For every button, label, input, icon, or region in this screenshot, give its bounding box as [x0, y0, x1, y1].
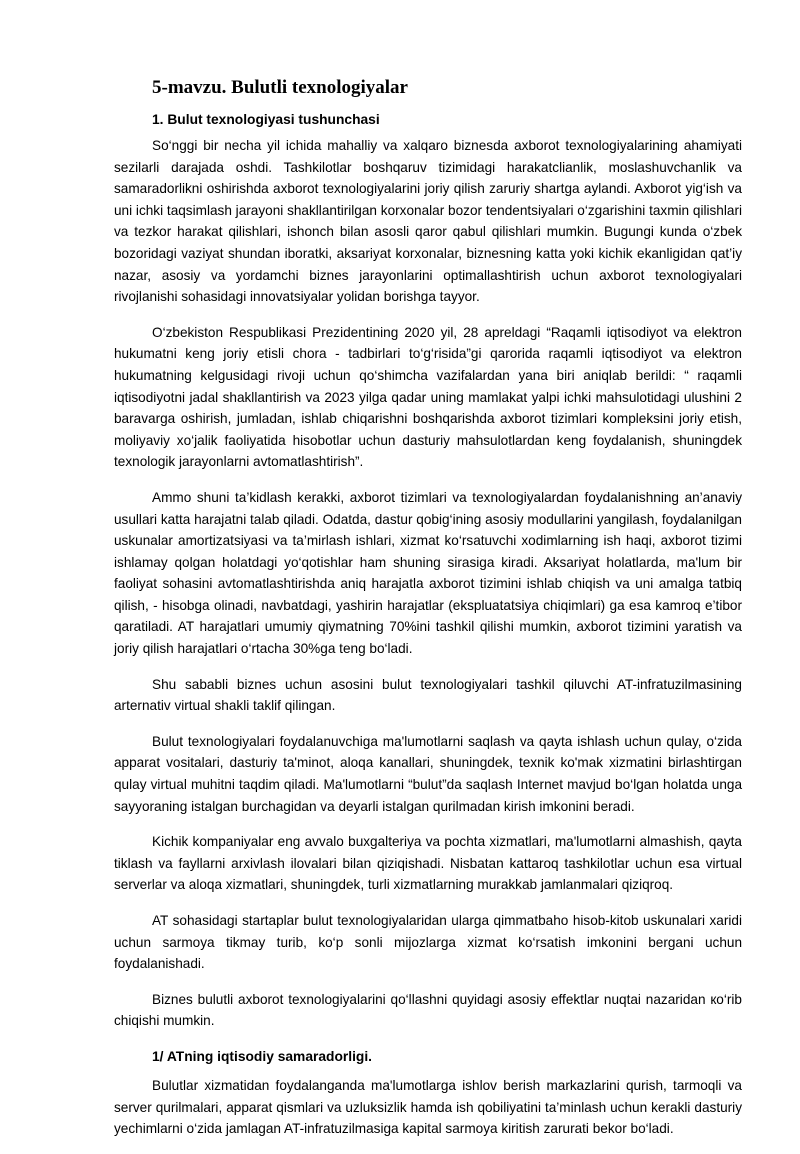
- paragraph: Bulutlar xizmatidan foydalanganda ma'lumotlarga ishlov berish markazlarini qurish, tarmoqli va server qurilmalari, apparat qismlari va uzluksizlik hamda ish qobiliyatini ta’minlash uchun kerakli dasturiy yechimlarni o‘zida jamlagan AT-infratuzilmasiga kapital sarmoya kiritish zarurati bekor bo‘ladi.: [114, 1077, 742, 1137]
- paragraph: Kichik kompaniyalar eng avvalo buxgalteriya va pochta xizmatlari, ma'lumotlarni almashish, qayta tiklash va fayllarni arxivlash ilovalari bilan qiziqishadi. Nisbatan kattaroq tashkilotlar uchun esa virtual serverlar va aloqa xizmatlari, shuningdek, turli xizmatlarning murakkab jamlanmalari qiziqroq.: [114, 834, 742, 893]
- paragraph: AT sohasidagi startaplar bulut texnologiyalaridan ularga qimmatbaho hisob-kitob uskunalari xaridi uchun sarmoya tikmay turib, ko‘p sonli mijozlarga xizmat ko‘rsatish imkonini bergani uchun foydalanishadi.: [114, 913, 742, 972]
- document-body: [114, 76, 742, 1154]
- subsection-heading: 1/ ATning iqtisodiy samaradorligi.: [152, 1048, 373, 1064]
- section-heading: 1. Bulut texnologiyasi tushunchasi: [152, 112, 380, 127]
- paragraph: Bulut texnologiyalari foydalanuvchiga ma'lumotlarni saqlash va qayta ishlash uchun qulay, o‘zida apparat vositalari, dasturiy ta'minot, aloqa kanallari, shuningdek, texnik ko'mak xizmatini birlashtirgan qulay virtual muhitni taqdim qiladi. Ma'lumotlarni “bulut”da saqlash Internet mavjud bo‘lgan holatda unga sayyoraning istalgan burchagidan va deyarli istalgan qurilmadan kirish imkonini beradi.: [114, 733, 742, 814]
- paragraph: Ammo shuni ta’kidlash kerakki, axborot tizimlari va texnologiyalardan foydalanishning an’anaviy usullari katta harajatni talab qiladi. Odatda, dastur qobig‘ining asosiy modullarini yangilash, foydalanilgan uskunalar amortizatsiyasi va ta’mirlash ishlari, xizmat ko‘rsatuvchi xodimlarning ish haqi, axborot tizimi ishlamay qolgan holatdagi yo‘qotishlar ham shuning sirasiga kiradi. Aksariyat holatlarda, ma'lum bir faoliyat sohasini avtomatlashtirishda aniq harajatla axborot tizimini ishlab chiqish va uni amalga tatbiq qilish, - hisobga olinadi, navbatdagi, yashirin harajatlar (ekspluatatsiya chiqimlari) ga esa kamroq e’tibor qaratiladi. AT harajatlari umumiy qiymatning 70%ini tashkil qilishi mumkin, axborot tizimini yaratish va joriy qilish harajatlari o‘rtacha 30%ga teng bo‘ladi.: [114, 489, 742, 657]
- paragraph: Shu sababli biznes uchun asosini bulut texnologiyalari tashkil qiluvchi AT-infratuzilmasining arternativ virtual shakli taklif qilingan.: [114, 676, 742, 714]
- paragraph: O‘zbekiston Respublikasi Prezidentining 2020 yil, 28 apreldagi “Raqamli iqtisodiyot va elektron hukumatni keng joriy etisli chora - tadbirlari to‘g‘risida”gi qarorida raqamli iqtisodiyot va elektron hukumatning kelgusidagi rivoji uchun qo‘shimcha vazifalardan yana biri aniqlab berildi: “ raqamli iqtisodiyotni jadal shakllantirish va 2023 yilga qadar uning mamlakat yalpi ichki mahsulotidagi ulushini 2 baravarga oshirish, jumladan, ishlab chiqarishni boshqarishda axborot tizimlari kompleksini joriy etish, moliyaviy xo‘jalik faoliyatida hisobotlar uchun dasturiy mahsulotlardan keng foydalanish, shuningdek texnologik jarayonlarni avtomatlashtirish”.: [114, 324, 742, 470]
- paragraph: Biznes bulutli axborot texnologiyalarini qo‘llashni quyidagi asosiy effektlar nuqtai nazaridan кo‘rib chiqishi mumkin.: [114, 991, 742, 1029]
- document-title: 5-mavzu. Bulutli texnologiyalar: [152, 77, 408, 98]
- paragraph: So‘nggi bir necha yil ichida mahalliy va xalqaro biznesda axborot texnologiyalarining ahamiyati sezilarli darajada oshdi. Tashkilotlar boshqaruv tizimidagi harakatclianlik, moslashuvchanlik va samaradorlikni oshirishda axborot texnologiyalarini joriy qilish zaruriy shartga aylandi. Axborot yig‘ish va uni ichki taqsimlash jarayoni shakllantirilgan korxonalar bozor tendentsiyalari o‘zgarishini taxmin qilishlari va tezkor harakat qilishlari, ishonch bilan asosli qaror qabul qilishlari mumkin. Bugungi kunda o‘zbek bozoridagi vaziyat shundan iboratki, aksariyat korxonalar, biznesning katta yoki kichik ekanligidan qat’iy nazar, asosiy va yordamchi biznes jarayonlarini optimallashtirish uchun axborot texnologiyalari rivojlanishi sohasidagi innovatsiyalar yolidan borishga tayyor.: [114, 138, 742, 305]
